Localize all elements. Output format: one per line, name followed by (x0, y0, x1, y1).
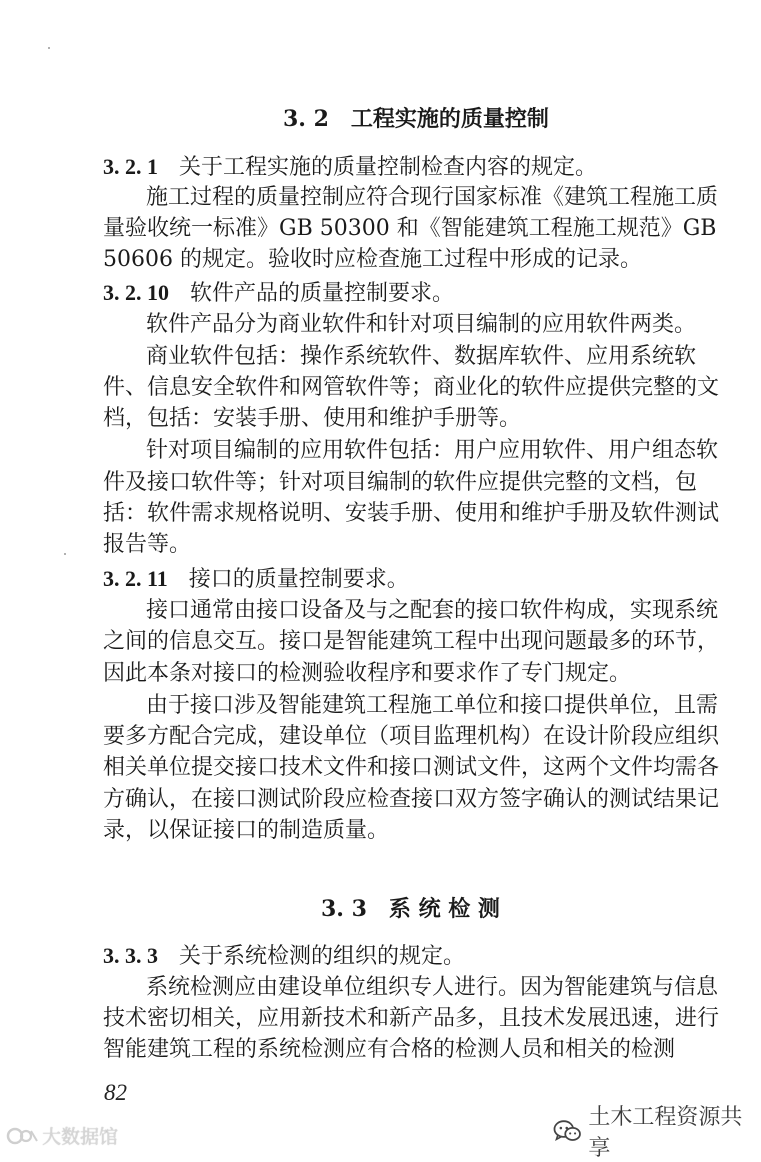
clause-title: 软件产品的质量控制要求。 (190, 281, 455, 306)
paragraph-line: 50606 的规定。验收时应检查施工过程中形成的记录。 (103, 247, 642, 272)
scan-speck (64, 553, 66, 555)
watermark-text: 土木工程资源共享 (588, 1105, 743, 1161)
section-title-3-2: 3. 2 工程实施的质量控制 (283, 106, 549, 132)
paragraph-line: 系统检测应由建设单位组织专人进行。因为智能建筑与信息 (146, 975, 719, 1000)
paragraph-line: 施工过程的质量控制应符合现行国家标准《建筑工程施工质 (146, 185, 719, 210)
clause-3-2-10-heading (103, 278, 454, 309)
paragraph-line: 件、信息安全软件和网管软件等；商业化的软件应提供完整的文 (103, 375, 720, 400)
watermark-corner (6, 1122, 118, 1149)
clause-number: 3. 3. 3 (103, 943, 158, 968)
logo-icon (6, 1125, 38, 1147)
paragraph-line: 智能建筑工程的系统检测应有合格的检测人员和相关的检测 (103, 1037, 676, 1062)
clause-number: 3. 2. 11 (103, 566, 168, 591)
paragraph-line: 量验收统一标准》GB 50300 和《智能建筑工程施工规范》GB (103, 216, 717, 241)
clause-number: 3. 2. 1 (103, 154, 158, 179)
paragraph-line: 由于接口涉及智能建筑工程施工单位和接口提供单位，且需 (146, 693, 719, 718)
paragraph-line: 技术密切相关，应用新技术和新产品多，且技术发展迅速，进行 (103, 1006, 720, 1031)
watermark-text: 大数据馆 (42, 1126, 119, 1148)
paragraph-line: 档，包括：安装手册、使用和维护手册等。 (103, 406, 522, 431)
clause-3-2-1-heading (103, 152, 597, 183)
paragraph-line: 方确认，在接口测试阶段应检查接口双方签字确认的测试结果记 (103, 787, 720, 812)
watermark-wechat (553, 1100, 761, 1162)
page-number: 82 (104, 1080, 127, 1105)
clause-number: 3. 2. 10 (103, 280, 169, 305)
paragraph-line: 针对项目编制的应用软件包括：用户应用软件、用户组态软 (146, 438, 719, 463)
clause-title: 关于工程实施的质量控制检查内容的规定。 (179, 155, 598, 180)
paragraph-line: 录，以保证接口的制造质量。 (103, 818, 390, 843)
paragraph-line: 件及接口软件等；针对项目编制的软件应提供完整的文档，包 (103, 470, 698, 495)
paragraph-line: 相关单位提交接口技术文件和接口测试文件，这两个文件均需各 (103, 755, 720, 780)
clause-3-2-11-heading (103, 564, 409, 595)
paragraph-line: 报告等。 (103, 532, 192, 557)
clause-title: 接口的质量控制要求。 (188, 567, 409, 592)
paragraph-line: 括：软件需求规格说明、安装手册、使用和维护手册及软件测试 (103, 501, 720, 526)
clause-3-3-3-heading (103, 941, 465, 972)
wechat-icon (553, 1118, 582, 1144)
paragraph-line: 软件产品分为商业软件和针对项目编制的应用软件两类。 (146, 312, 697, 337)
paragraph-line: 商业软件包括：操作系统软件、数据库软件、应用系统软 (146, 344, 697, 369)
clause-title: 关于系统检测的组织的规定。 (179, 944, 466, 969)
paragraph-line: 因此本条对接口的检测验收程序和要求作了专门规定。 (103, 661, 632, 686)
scan-speck (48, 47, 50, 49)
paragraph-line: 要多方配合完成，建设单位（项目监理机构）在设计阶段应组织 (103, 724, 720, 749)
section-title-3-3: 3. 3 系 统 检 测 (321, 896, 500, 922)
paragraph-line: 接口通常由接口设备及与之配套的接口软件构成，实现系统 (146, 598, 719, 623)
paragraph-line: 之间的信息交互。接口是智能建筑工程中出现问题最多的环节， (103, 629, 720, 654)
